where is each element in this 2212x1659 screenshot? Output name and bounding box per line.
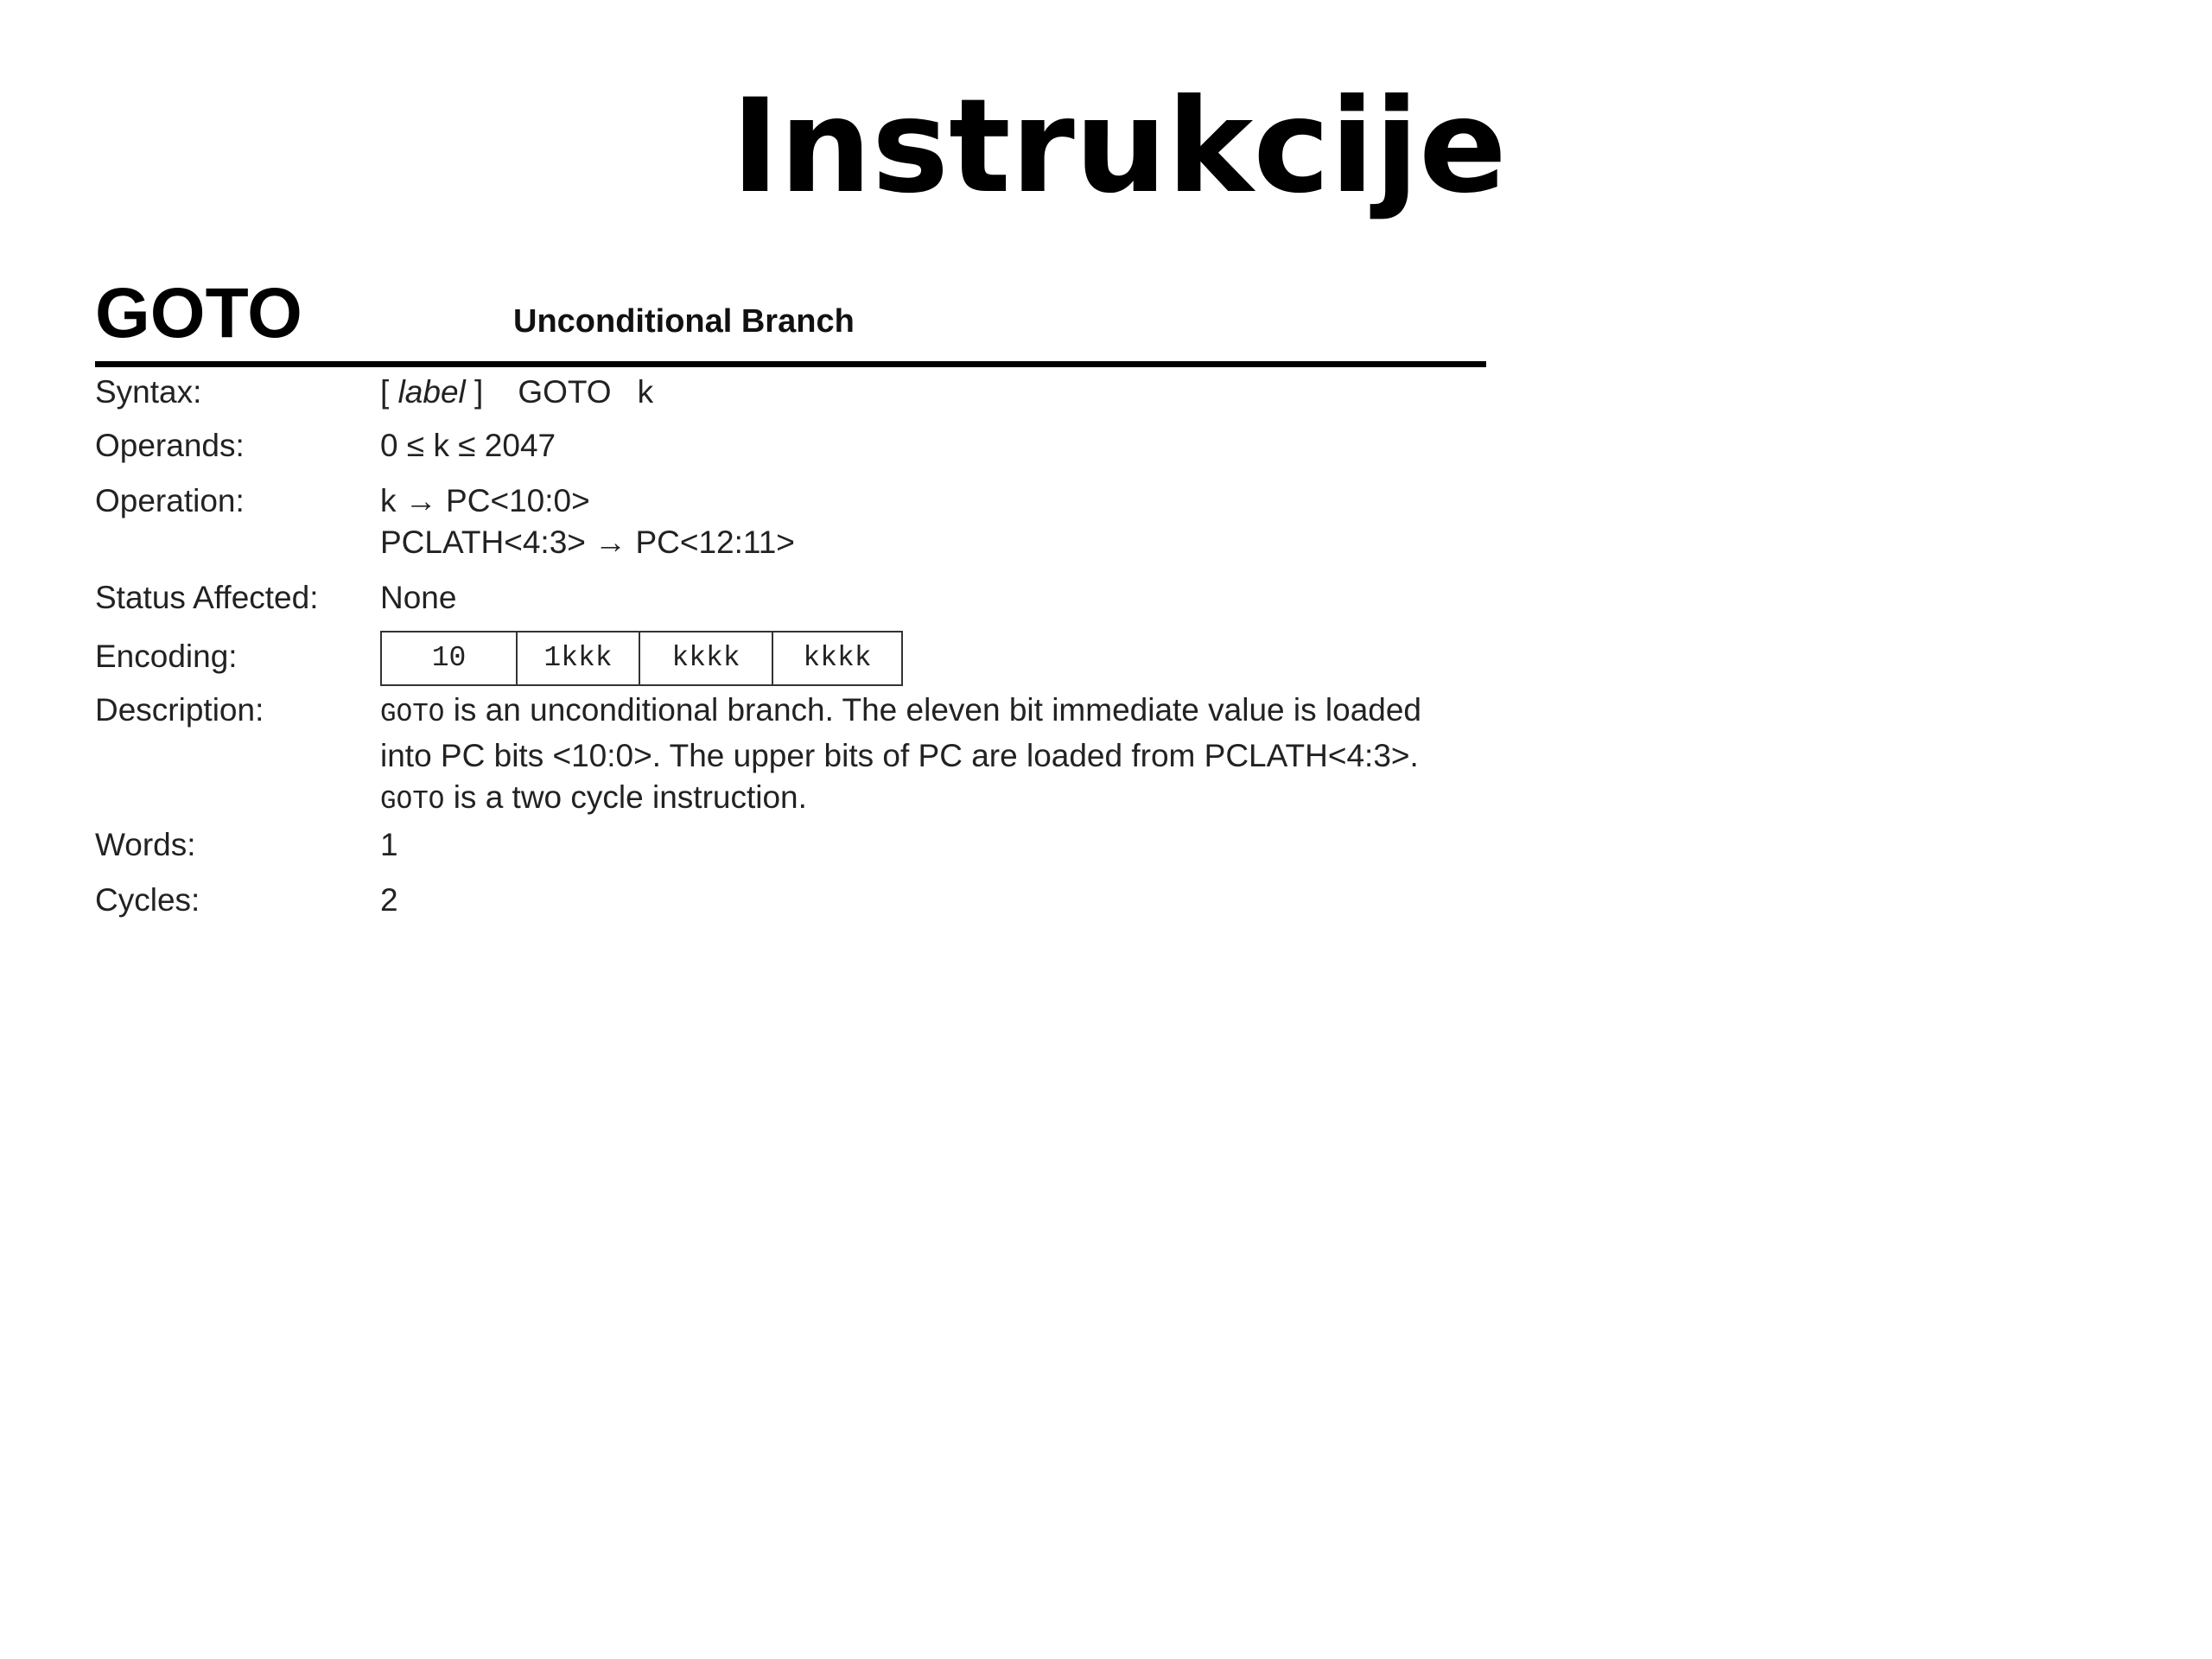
description-text: is a two cycle instruction.	[444, 779, 807, 815]
syntax-row	[95, 372, 1495, 425]
header-rule	[95, 361, 1486, 367]
description-code: GOTO	[380, 786, 445, 817]
operation-line-2: PCLATH<4:3> → PC<12:11>	[380, 524, 795, 560]
encoding-cell: kkkk	[639, 632, 772, 685]
syntax-value	[380, 372, 1495, 425]
encoding-value	[380, 631, 1495, 690]
cycles-label: Cycles:	[95, 882, 200, 918]
syntax-close-bracket: ]	[465, 374, 484, 410]
encoding-table	[380, 631, 903, 686]
description-label: Description:	[95, 692, 264, 728]
description-text: into PC bits <10:0>. The upper bits of PC are loaded from PCLATH<4:3>.	[380, 738, 1419, 773]
status-value: None	[380, 580, 457, 615]
instruction-header	[95, 272, 1486, 367]
syntax-label: Syntax:	[95, 374, 202, 410]
description-code: GOTO	[380, 699, 445, 729]
cycles-value: 2	[380, 882, 398, 918]
words-value: 1	[380, 827, 398, 862]
words-label: Words:	[95, 827, 196, 862]
operands-row	[95, 425, 1495, 480]
operation-row	[95, 480, 1495, 577]
description-row	[95, 690, 1495, 824]
operands-label: Operands:	[95, 428, 245, 463]
description-value	[380, 690, 1495, 824]
encoding-cell: 1kkk	[517, 632, 639, 685]
encoding-cell: kkkk	[772, 632, 902, 685]
operands-value: 0 ≤ k ≤ 2047	[380, 428, 556, 463]
description-text: is an unconditional branch. The eleven bit immediate value is loaded	[444, 692, 1421, 728]
encoding-row	[95, 631, 1495, 690]
syntax-label-word: label	[397, 374, 466, 410]
slide-title: Instrukcije	[731, 72, 1507, 222]
operation-line-1: k → PC<10:0>	[380, 483, 590, 518]
syntax-open-bracket: [	[380, 374, 398, 410]
instruction-subtitle: Unconditional Branch	[513, 303, 855, 340]
status-label: Status Affected:	[95, 580, 319, 615]
encoding-cell: 10	[381, 632, 517, 685]
encoding-label: Encoding:	[95, 639, 238, 674]
operation-value	[380, 480, 1495, 577]
syntax-operand: k	[637, 374, 654, 410]
status-row	[95, 577, 1495, 631]
syntax-mnemonic: GOTO	[518, 374, 612, 410]
instruction-details	[95, 372, 1495, 935]
instruction-mnemonic: GOTO	[95, 274, 302, 353]
cycles-row	[95, 880, 1495, 935]
operation-label: Operation:	[95, 483, 245, 518]
words-row	[95, 824, 1495, 880]
